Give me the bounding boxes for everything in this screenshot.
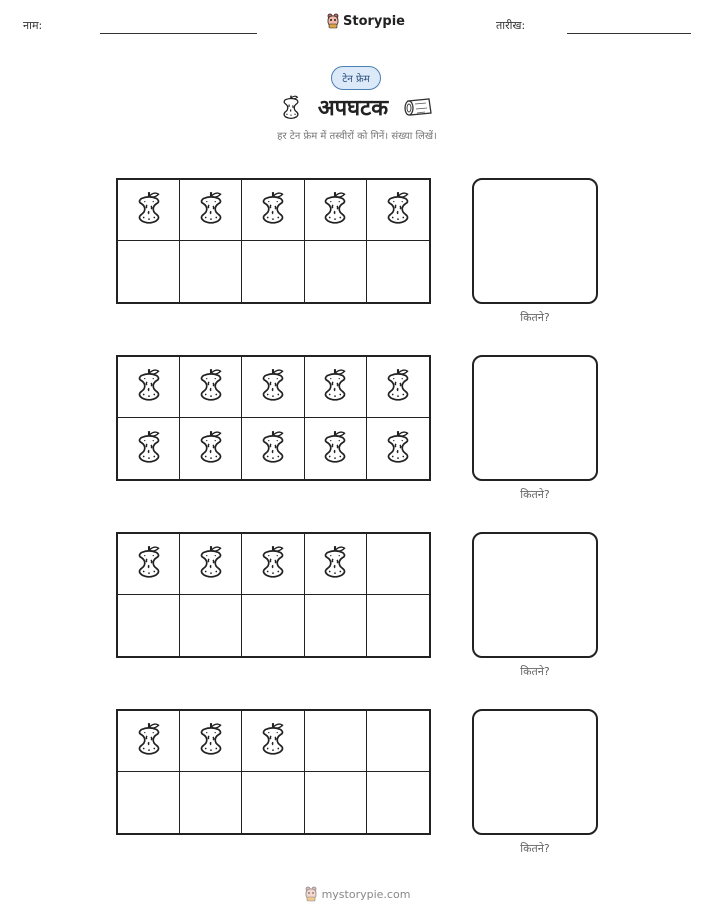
- answer-prompt: कितने?: [520, 488, 550, 501]
- ten-frame-cell: [367, 534, 429, 595]
- apple-core-icon: [194, 190, 228, 230]
- answer-prompt: कितने?: [520, 665, 550, 678]
- apple-core-icon: [132, 721, 166, 761]
- ten-frame-cell: [180, 711, 242, 772]
- apple-core-icon: [132, 429, 166, 469]
- ten-frame-cell: [242, 595, 304, 656]
- brand-name: Storypie: [343, 13, 405, 29]
- answer-prompt: कितने?: [520, 311, 550, 324]
- ten-frame-cell: [305, 711, 367, 772]
- footer: [0, 886, 714, 902]
- ten-frame-cell: [305, 357, 367, 418]
- ten-frame-cell: [180, 772, 242, 833]
- apple-core-icon: [318, 190, 352, 230]
- ten-frame-cell: [118, 418, 180, 479]
- ten-frame-cell: [242, 180, 304, 241]
- topic-tag-label: टेन फ्रेम: [342, 74, 370, 85]
- ten-frame-cell: [367, 595, 429, 656]
- ten-frame-cell: [367, 357, 429, 418]
- ten-frame-cell: [180, 241, 242, 302]
- footer-site: mystorypie.com: [321, 887, 411, 901]
- ten-frame-cell: [367, 241, 429, 302]
- ten-frame-cell: [180, 180, 242, 241]
- ten-frame-cell: [118, 711, 180, 772]
- answer-prompt: कितने?: [520, 842, 550, 855]
- apple-core-icon: [381, 190, 415, 230]
- date-label: तारीख:: [496, 19, 526, 32]
- name-label: नाम:: [23, 19, 43, 32]
- ten-frame-cell: [242, 357, 304, 418]
- log-icon: [402, 96, 436, 118]
- answer-box[interactable]: [472, 178, 598, 304]
- ten-frame-cell: [242, 534, 304, 595]
- worksheet-title: अपघटक: [317, 96, 389, 121]
- apple-core-icon: [318, 429, 352, 469]
- apple-core-icon: [194, 429, 228, 469]
- apple-core-icon: [194, 544, 228, 584]
- ten-frame-cell: [305, 595, 367, 656]
- ten-frame-cell: [305, 772, 367, 833]
- apple-core-icon: [256, 721, 290, 761]
- answer-box[interactable]: [472, 355, 598, 481]
- ten-frame: [116, 178, 431, 304]
- ten-frame-cell: [242, 418, 304, 479]
- ten-frame-cell: [367, 711, 429, 772]
- answer-box[interactable]: [472, 532, 598, 658]
- ten-frame-cell: [367, 418, 429, 479]
- ten-frame: [116, 709, 431, 835]
- ten-frame-cell: [180, 418, 242, 479]
- ten-frame-cell: [118, 241, 180, 302]
- ten-frame-cell: [367, 180, 429, 241]
- instructions: हर टेन फ्रेम में तस्वीरों को गिनें। संख्या लिखें।: [277, 131, 437, 142]
- title-row: [0, 92, 714, 122]
- brand-logo: [326, 13, 405, 29]
- apple-core-icon: [194, 367, 228, 407]
- ten-frame-cell: [118, 534, 180, 595]
- ten-frame-cell: [305, 418, 367, 479]
- ten-frame: [116, 355, 431, 481]
- topic-tag: [331, 66, 381, 90]
- apple-core-icon: [318, 367, 352, 407]
- apple-core-icon: [256, 367, 290, 407]
- apple-core-icon: [194, 721, 228, 761]
- apple-core-icon: [256, 190, 290, 230]
- ten-frame: [116, 532, 431, 658]
- apple-core-icon: [278, 93, 304, 121]
- name-line: [100, 33, 257, 34]
- apple-core-icon: [381, 367, 415, 407]
- storypie-mascot-icon: [326, 13, 340, 29]
- apple-core-icon: [132, 544, 166, 584]
- ten-frame-cell: [305, 534, 367, 595]
- ten-frame-cell: [180, 357, 242, 418]
- storypie-mascot-icon: [304, 886, 318, 902]
- apple-core-icon: [318, 544, 352, 584]
- ten-frame-cell: [242, 711, 304, 772]
- ten-frame-cell: [118, 180, 180, 241]
- apple-core-icon: [256, 544, 290, 584]
- apple-core-icon: [381, 429, 415, 469]
- apple-core-icon: [132, 190, 166, 230]
- ten-frame-cell: [242, 772, 304, 833]
- ten-frame-cell: [180, 595, 242, 656]
- ten-frame-cell: [367, 772, 429, 833]
- ten-frame-cell: [118, 595, 180, 656]
- ten-frame-cell: [305, 241, 367, 302]
- ten-frame-cell: [118, 357, 180, 418]
- answer-box[interactable]: [472, 709, 598, 835]
- ten-frame-cell: [118, 772, 180, 833]
- ten-frame-cell: [180, 534, 242, 595]
- ten-frame-cell: [242, 241, 304, 302]
- apple-core-icon: [256, 429, 290, 469]
- ten-frame-cell: [305, 180, 367, 241]
- apple-core-icon: [132, 367, 166, 407]
- date-line: [567, 33, 691, 34]
